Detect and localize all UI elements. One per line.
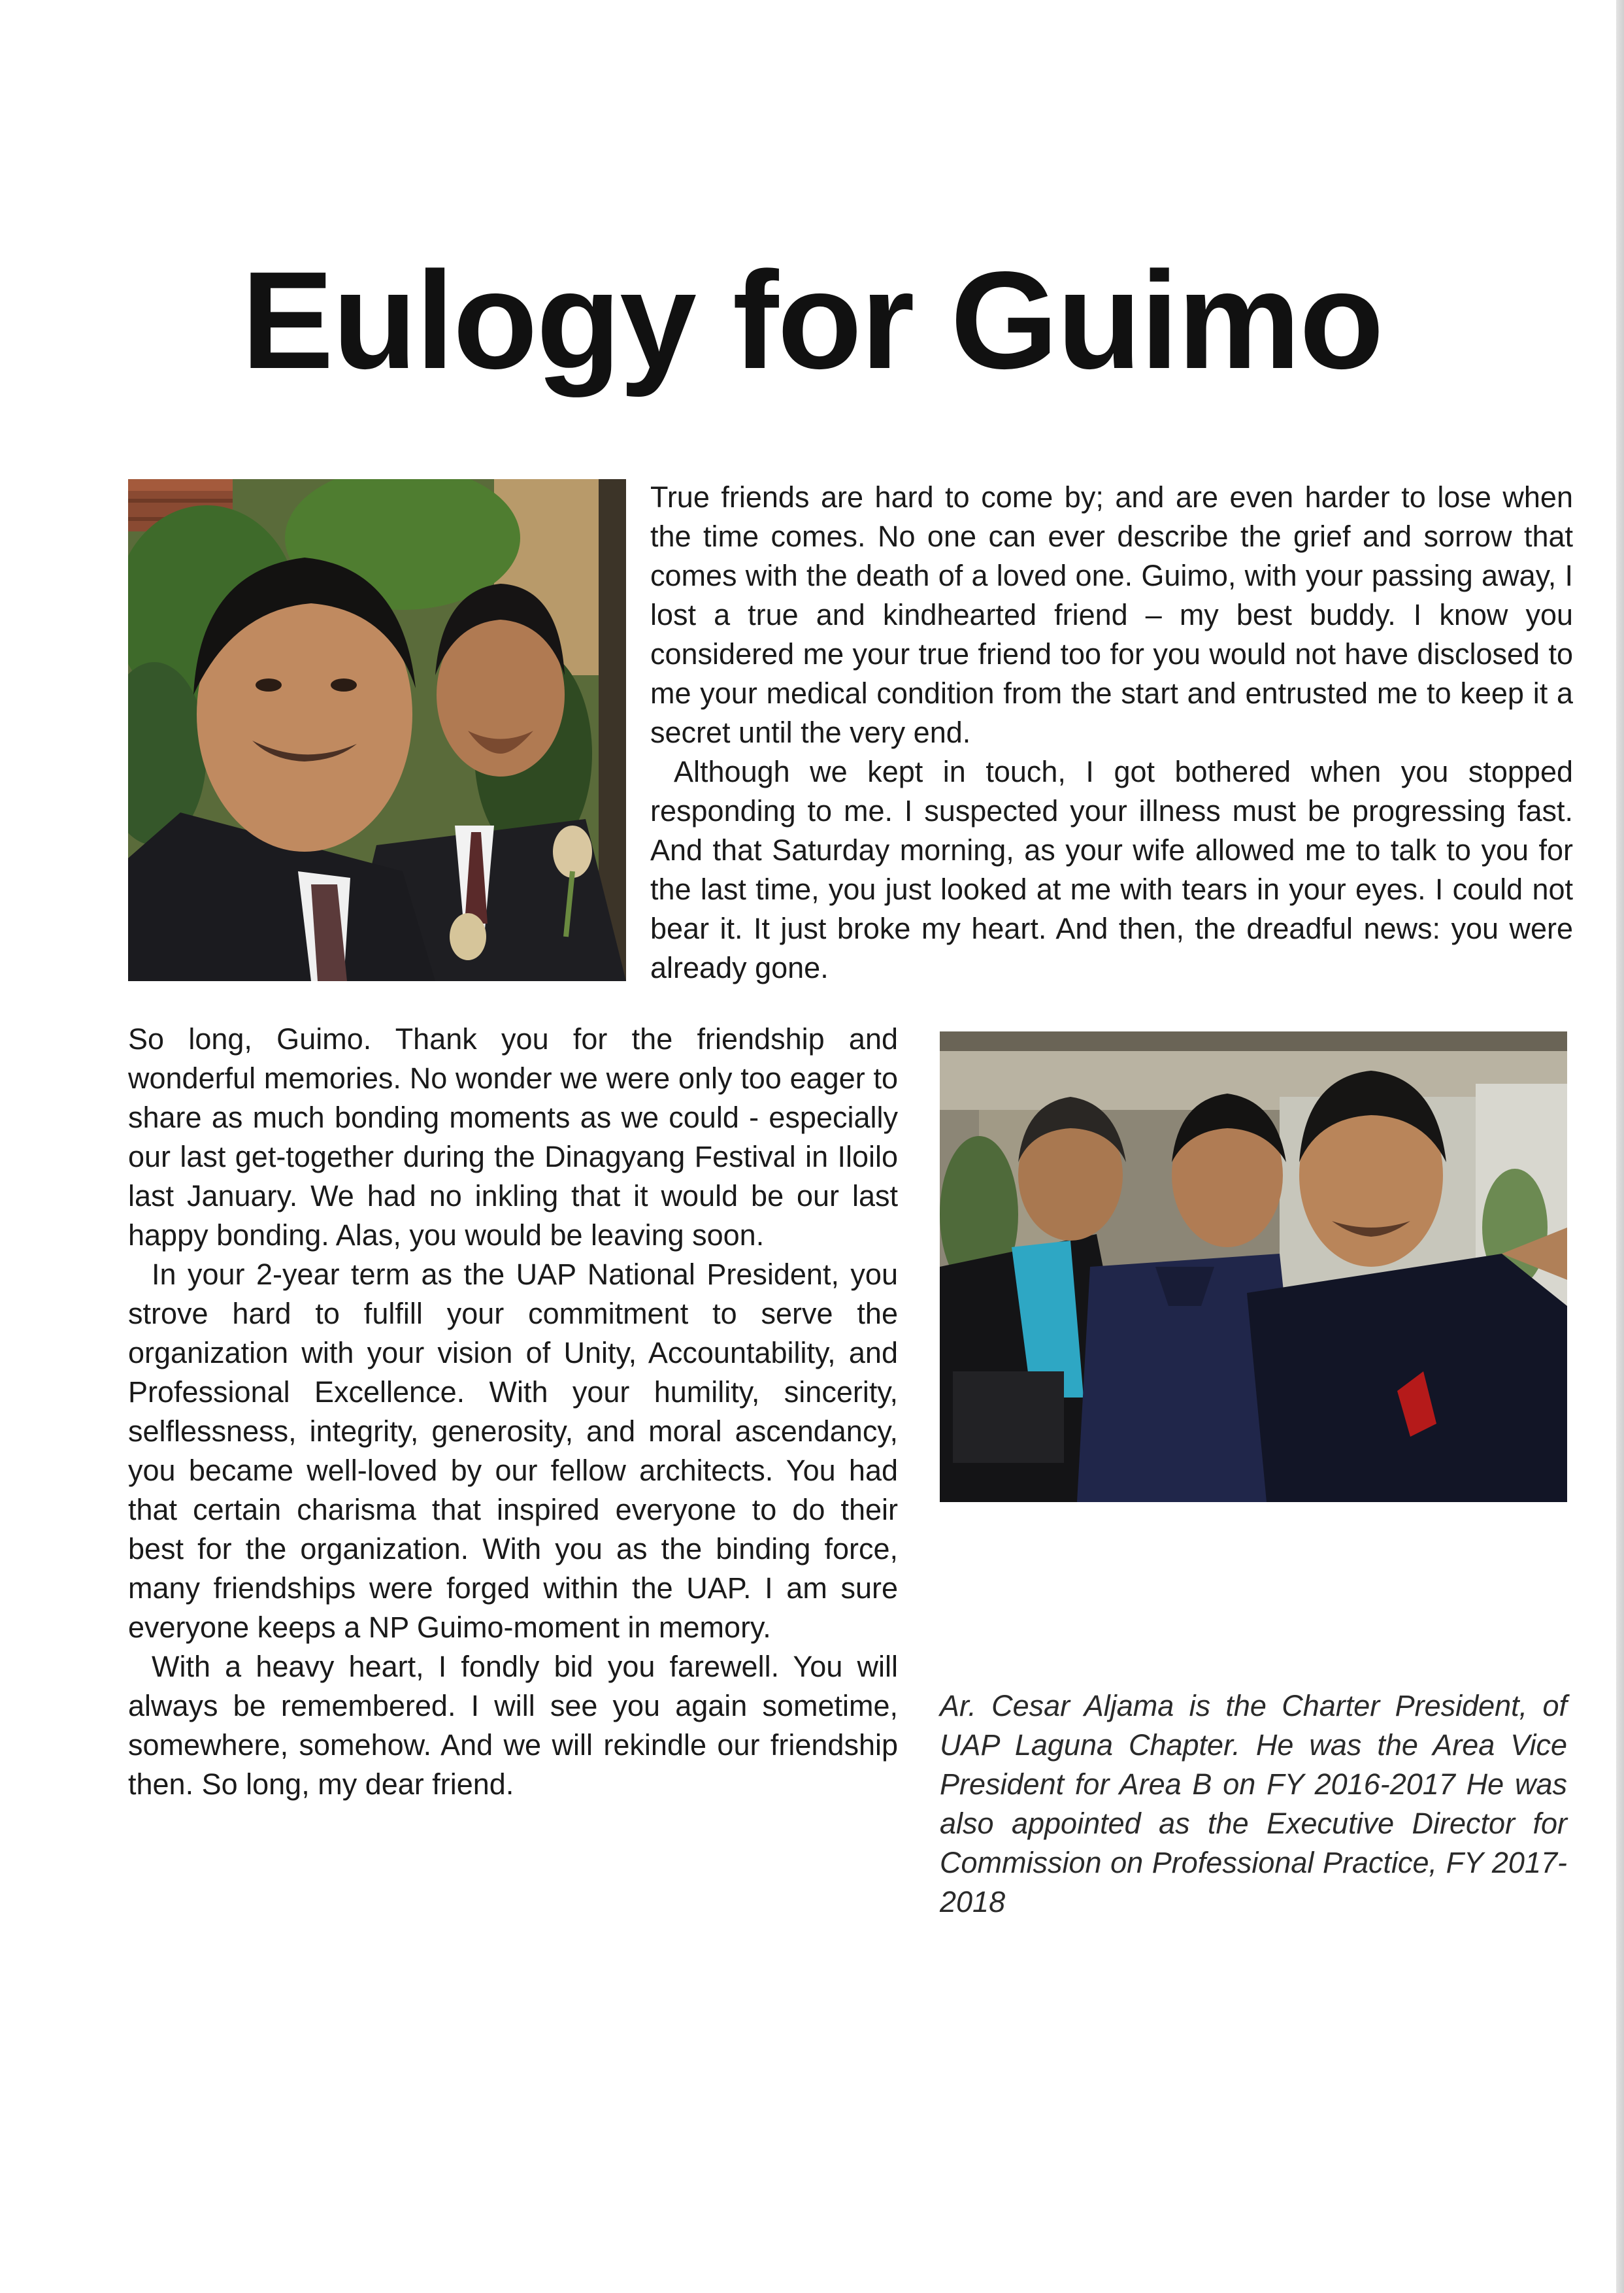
paragraph-3: So long, Guimo. Thank you for the friendship and wonderful memories. No wonder we were only too eager to share as much bonding moments as we could - especially our last get-together during the Dinagyang Festival in Iloilo last January. We had no inkling that it would be our last happy bonding. Alas, you would be leaving soon. [128, 1022, 898, 1252]
paragraph-5: With a heavy heart, I fondly bid you farewell. You will always be remembered. I will see you again sometime, somewhere, somehow. And we will rekindle our friendship then. So long, my dear friend. [128, 1650, 898, 1801]
author-bio-caption: Ar. Cesar Aljama is the Charter President, of UAP Laguna Chapter. He was the Area Vice President for Area B on FY 2016-2017 He was also appointed as the Executive Director for Commission on Professional Practice, FY 2017-2018 [940, 1689, 1567, 1918]
photo-two-men-in-suits [128, 479, 626, 981]
article-column-top-right [650, 478, 1573, 988]
photo-three-men-indoors [940, 1031, 1567, 1502]
paragraph-1: True friends are hard to come by; and are even harder to lose when the time comes. No one can ever describe the grief and sorrow that comes with the death of a loved one. Guimo, with your passing away, I lost a true and kindhearted friend – my best buddy. I know you considered me your true friend too for you would not have disclosed to me your medical condition from the start and entrusted me to keep it a secret until the very end. [650, 480, 1573, 749]
article-column-bottom-left [128, 1020, 898, 1804]
paragraph-4: In your 2-year term as the UAP National President, you strove hard to fulfill your commitment to serve the organization with your vision of Unity, Accountability, and Professional Excellence. With your humility, sincerity, selflessness, integrity, generosity, and moral ascendancy, you became well-loved by our fellow architects. You had that certain charisma that inspired everyone to do their best for the organization. With you as the binding force, many friendships were forged within the UAP. I am sure everyone keeps a NP Guimo-moment in memory. [128, 1258, 898, 1644]
article-title: Eulogy for Guimo [241, 243, 1383, 397]
paragraph-2: Although we kept in touch, I got bothered when you stopped responding to me. I suspected your illness must be progressing fast. And that Saturday morning, as your wife allowed me to talk to you for the last time, you just looked at me with tears in your eyes. I could not bear it. It just broke my heart. And then, the dreadful news: you were already gone. [650, 755, 1573, 984]
